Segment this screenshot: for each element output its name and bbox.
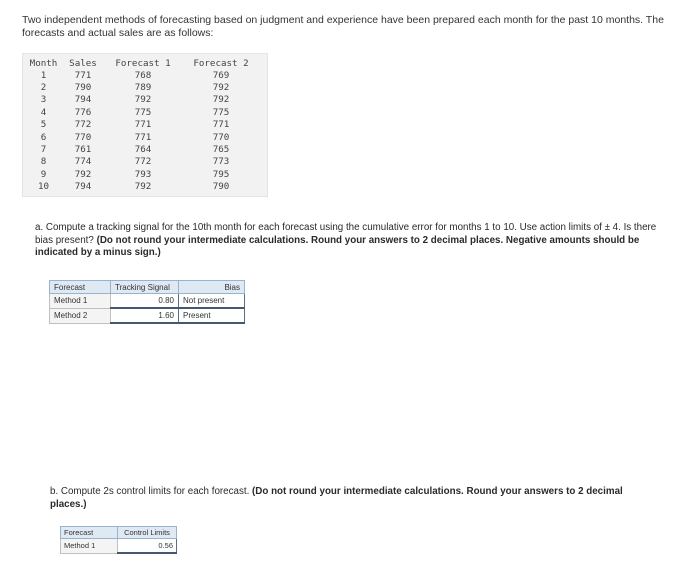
- cell-sales: 761: [74, 144, 92, 156]
- cell-forecast-2: 769: [212, 69, 230, 81]
- control-limit-input[interactable]: 0.56: [118, 539, 177, 554]
- cell-sales: 794: [74, 94, 92, 106]
- cell-month: 4: [40, 106, 47, 118]
- cell-forecast-1: 775: [134, 106, 152, 118]
- cell-forecast-2: 770: [212, 131, 230, 143]
- cell-sales: 792: [74, 168, 92, 180]
- problem-intro: Two independent methods of forecasting based on judgment and experience have been prepared each month for the past 10 months. The forecasts and actual sales are as follows:: [22, 14, 664, 39]
- cell-forecast-1: 768: [134, 69, 152, 81]
- table-row: [50, 308, 245, 323]
- cell-month: 2: [40, 82, 47, 94]
- data-table-header-row: [25, 57, 260, 69]
- cell-forecast-1: 793: [134, 168, 152, 180]
- bias-select[interactable]: Not present: [179, 294, 245, 309]
- table-row: [25, 143, 260, 155]
- cell-sales: 776: [74, 106, 92, 118]
- cell-month: 8: [40, 156, 47, 168]
- cell-forecast-1: 771: [134, 131, 152, 143]
- cell-forecast-2: 773: [212, 156, 230, 168]
- table-row: [50, 294, 245, 309]
- table-row: [25, 131, 260, 143]
- tracking-signal-header-row: [50, 281, 245, 294]
- cell-month: 9: [40, 168, 47, 180]
- cell-forecast-1: 764: [134, 144, 152, 156]
- method-label: Method 2: [50, 308, 111, 323]
- table-row: [25, 156, 260, 168]
- table-row: [25, 69, 260, 81]
- table-row: [61, 539, 177, 554]
- cell-month: 3: [40, 94, 47, 106]
- part-b-instructions: (Do not round your intermediate calculations. Round your answers to 2 decimal places.): [50, 486, 623, 510]
- header-tracking-signal: Tracking Signal: [111, 281, 179, 294]
- table-row: [25, 181, 260, 193]
- cell-sales: 774: [74, 156, 92, 168]
- cell-forecast-1: 771: [134, 119, 152, 131]
- cell-forecast-2: 792: [212, 82, 230, 94]
- method-label: Method 1: [61, 539, 118, 554]
- header-control-limits: Control Limits: [118, 527, 177, 539]
- part-b-question-text: b. Compute 2s control limits for each forecast.: [50, 486, 250, 497]
- cell-month: 5: [40, 119, 47, 131]
- table-row: [25, 81, 260, 93]
- table-row: [25, 119, 260, 131]
- cell-forecast-1: 789: [134, 82, 152, 94]
- table-row: [25, 168, 260, 180]
- cell-month: 6: [40, 131, 47, 143]
- table-row: [25, 106, 260, 118]
- cell-sales: 770: [74, 131, 92, 143]
- cell-forecast-2: 771: [212, 119, 230, 131]
- part-a-question: [35, 222, 675, 260]
- cell-forecast-1: 792: [134, 181, 152, 193]
- header-sales: Sales: [69, 57, 97, 69]
- cell-month: 1: [40, 69, 47, 81]
- tracking-signal-input[interactable]: 1.60: [111, 308, 179, 323]
- method-label: Method 1: [50, 294, 111, 309]
- part-b-question: [50, 486, 650, 511]
- control-limits-table: [60, 526, 177, 554]
- cell-forecast-1: 792: [134, 94, 152, 106]
- header-forecast: Forecast: [61, 527, 118, 539]
- control-limits-header-row: [61, 527, 177, 539]
- cell-forecast-2: 792: [212, 94, 230, 106]
- cell-month: 10: [37, 181, 50, 193]
- tracking-signal-input[interactable]: 0.80: [111, 294, 179, 309]
- cell-sales: 794: [74, 181, 92, 193]
- cell-month: 7: [40, 144, 47, 156]
- header-month: Month: [29, 57, 58, 69]
- part-a-instructions: (Do not round your intermediate calculations. Round your answers to 2 decimal places. Negative amounts should be indicated by a minus sign.): [35, 234, 640, 258]
- cell-forecast-2: 795: [212, 168, 230, 180]
- cell-sales: 790: [74, 82, 92, 94]
- header-forecast: Forecast: [50, 281, 111, 294]
- header-bias: Bias: [179, 281, 245, 294]
- header-forecast-1: Forecast 1: [115, 57, 171, 69]
- cell-forecast-2: 765: [212, 144, 230, 156]
- part-a-question-text: a. Compute a tracking signal for the 10th month for each forecast using the cumulative error for months 1 to 10. Use action limits of ± 4. Is there bias present?: [35, 222, 657, 246]
- cell-forecast-1: 772: [134, 156, 152, 168]
- bias-select[interactable]: Present: [179, 308, 245, 323]
- cell-forecast-2: 775: [212, 106, 230, 118]
- forecast-data-table: [22, 53, 268, 197]
- cell-sales: 772: [74, 119, 92, 131]
- cell-sales: 771: [74, 69, 92, 81]
- header-forecast-2: Forecast 2: [193, 57, 249, 69]
- tracking-signal-table: [49, 280, 245, 324]
- cell-forecast-2: 790: [212, 181, 230, 193]
- table-row: [25, 94, 260, 106]
